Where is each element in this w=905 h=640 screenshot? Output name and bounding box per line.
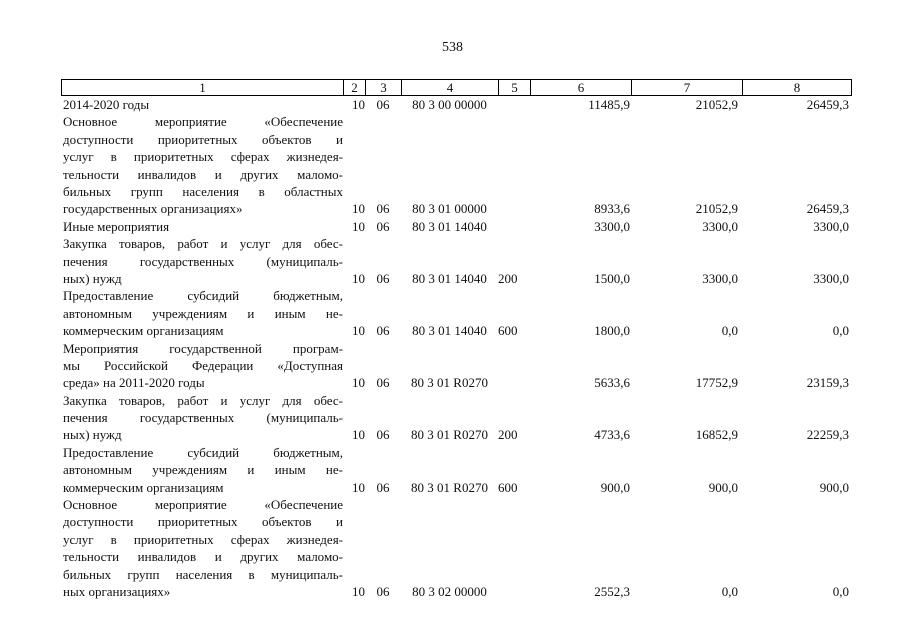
amount-col-8: 26459,3 bbox=[806, 97, 849, 112]
amount-col-8: 23159,3 bbox=[806, 375, 849, 391]
row-name bbox=[61, 496, 343, 600]
column-header-7: 7 bbox=[632, 80, 743, 96]
amount-col-6: 2552,3 bbox=[594, 583, 630, 599]
subsection-code: 06 bbox=[376, 323, 390, 339]
row-name-line: коммерческим организациям bbox=[63, 479, 224, 495]
row-name-line: печения государственных (муниципаль- bbox=[63, 253, 343, 269]
row-name-line: мы Российской Федерации «Доступная bbox=[63, 357, 343, 373]
expense-type-code: 200 bbox=[498, 427, 518, 443]
amount-col-7: 21052,9 bbox=[695, 201, 738, 217]
amount-col-6: 3300,0 bbox=[594, 218, 630, 234]
row-name-line: доступности приоритетных объектов и bbox=[63, 131, 343, 147]
amount-col-6: 1800,0 bbox=[594, 323, 630, 339]
amount-col-7: 16852,9 bbox=[695, 427, 738, 443]
row-name-line: Предоставление субсидий бюджетным, bbox=[63, 444, 343, 460]
amount-col-8: 22259,3 bbox=[806, 427, 849, 443]
column-header-5: 5 bbox=[499, 80, 531, 96]
amount-col-6: 900,0 bbox=[600, 479, 630, 495]
target-article-code: 80 3 01 00000 bbox=[412, 201, 487, 217]
row-name-line: Иные мероприятия bbox=[63, 218, 170, 234]
section-code: 10 bbox=[352, 427, 365, 443]
section-code: 10 bbox=[352, 270, 365, 286]
table-row bbox=[61, 113, 851, 217]
amount-col-8: 3300,0 bbox=[813, 270, 849, 286]
column-header-1: 1 bbox=[62, 80, 344, 96]
row-name bbox=[61, 392, 343, 444]
amount-col-8: 900,0 bbox=[819, 479, 849, 495]
subsection-code: 06 bbox=[376, 97, 390, 112]
amount-col-6: 5633,6 bbox=[594, 375, 630, 391]
subsection-code: 06 bbox=[376, 375, 390, 391]
row-name bbox=[61, 235, 343, 287]
amount-col-7: 0,0 bbox=[721, 583, 738, 599]
column-header-8: 8 bbox=[743, 80, 852, 96]
subsection-code: 06 bbox=[376, 270, 390, 286]
target-article-code: 80 3 00 00000 bbox=[412, 97, 487, 112]
section-code: 10 bbox=[352, 323, 365, 339]
subsection-code: 06 bbox=[376, 201, 390, 217]
row-name-line: бильных групп населения в муниципаль- bbox=[63, 566, 343, 582]
section-code: 10 bbox=[352, 218, 365, 234]
subsection-code: 06 bbox=[376, 583, 390, 599]
amount-col-7: 3300,0 bbox=[702, 270, 738, 286]
target-article-code: 80 3 01 R0270 bbox=[411, 427, 488, 443]
row-name-line: доступности приоритетных объектов и bbox=[63, 514, 343, 530]
row-name-line: Мероприятия государственной програм- bbox=[63, 340, 343, 356]
amount-col-6: 11485,9 bbox=[588, 97, 630, 112]
row-name-line: тельности инвалидов и других маломо- bbox=[63, 166, 343, 182]
amount-col-6: 4733,6 bbox=[594, 427, 630, 443]
target-article-code: 80 3 01 R0270 bbox=[411, 375, 488, 391]
row-name bbox=[61, 444, 343, 496]
amount-col-7: 17752,9 bbox=[695, 375, 738, 391]
column-header-4: 4 bbox=[402, 80, 499, 96]
amount-col-7: 3300,0 bbox=[702, 218, 738, 234]
expense-type-code bbox=[498, 496, 530, 600]
row-name bbox=[61, 96, 343, 113]
table-row bbox=[61, 496, 851, 600]
table-row bbox=[61, 96, 851, 113]
row-name-line: ных) нужд bbox=[63, 427, 122, 443]
table-row bbox=[61, 444, 851, 496]
expense-type-code bbox=[498, 340, 530, 392]
row-name-line: услуг в приоритетных сферах жизнедея- bbox=[63, 149, 343, 165]
row-name bbox=[61, 218, 343, 235]
row-name bbox=[61, 287, 343, 339]
amount-col-8: 0,0 bbox=[832, 583, 849, 599]
section-code: 10 bbox=[352, 201, 365, 217]
amount-col-7: 0,0 bbox=[721, 323, 738, 339]
section-code: 10 bbox=[352, 97, 365, 112]
target-article-code: 80 3 01 14040 bbox=[412, 323, 487, 339]
expense-type-code bbox=[498, 113, 530, 217]
table-row bbox=[61, 218, 851, 235]
section-code: 10 bbox=[352, 583, 365, 599]
table-header bbox=[61, 79, 852, 96]
table-row bbox=[61, 287, 851, 339]
row-name-line: ных организациях» bbox=[63, 583, 171, 599]
budget-table-body bbox=[61, 96, 851, 600]
row-name-line: среда» на 2011-2020 годы bbox=[63, 375, 205, 391]
subsection-code: 06 bbox=[376, 479, 390, 495]
expense-type-code: 200 bbox=[498, 270, 518, 286]
row-name-line: Предоставление субсидий бюджетным, bbox=[63, 288, 343, 304]
budget-table bbox=[61, 96, 851, 600]
row-name-line: коммерческим организациям bbox=[63, 323, 224, 339]
amount-col-8: 3300,0 bbox=[813, 218, 849, 234]
row-name-line: Основное мероприятие «Обеспечение bbox=[63, 114, 343, 130]
row-name-line: ных) нужд bbox=[63, 270, 122, 286]
row-name-line: 2014-2020 годы bbox=[63, 97, 150, 112]
column-header-6: 6 bbox=[531, 80, 632, 96]
row-name-line: автономным учреждениям и иным не- bbox=[63, 305, 343, 321]
row-name-line: Основное мероприятие «Обеспечение bbox=[63, 497, 343, 513]
page-number: 538 bbox=[442, 40, 463, 55]
expense-type-code bbox=[498, 218, 530, 235]
row-name-line: тельности инвалидов и других маломо- bbox=[63, 549, 343, 565]
table-row bbox=[61, 235, 851, 287]
subsection-code: 06 bbox=[376, 427, 390, 443]
row-name-line: Закупка товаров, работ и услуг для обес- bbox=[63, 392, 343, 408]
row-name-line: бильных групп населения в областных bbox=[63, 183, 343, 199]
target-article-code: 80 3 01 R0270 bbox=[411, 479, 488, 495]
column-header-2: 2 bbox=[344, 80, 366, 96]
expense-type-code: 600 bbox=[498, 479, 518, 495]
expense-type-code bbox=[498, 96, 530, 113]
amount-col-7: 21052,9 bbox=[695, 97, 738, 112]
row-name-line: услуг в приоритетных сферах жизнедея- bbox=[63, 531, 343, 547]
amount-col-8: 26459,3 bbox=[806, 201, 849, 217]
row-name-line: автономным учреждениям и иным не- bbox=[63, 462, 343, 478]
column-number-row bbox=[62, 80, 852, 96]
row-name bbox=[61, 340, 343, 392]
section-code: 10 bbox=[352, 375, 365, 391]
column-header-3: 3 bbox=[366, 80, 402, 96]
row-name bbox=[61, 113, 343, 217]
table-row bbox=[61, 340, 851, 392]
table-row bbox=[61, 392, 851, 444]
target-article-code: 80 3 02 00000 bbox=[412, 583, 487, 599]
row-name-line: печения государственных (муниципаль- bbox=[63, 410, 343, 426]
amount-col-7: 900,0 bbox=[708, 479, 738, 495]
amount-col-8: 0,0 bbox=[832, 323, 849, 339]
target-article-code: 80 3 01 14040 bbox=[412, 270, 487, 286]
expense-type-code: 600 bbox=[498, 323, 518, 339]
row-name-line: Закупка товаров, работ и услуг для обес- bbox=[63, 236, 343, 252]
section-code: 10 bbox=[352, 479, 365, 495]
amount-col-6: 8933,6 bbox=[594, 201, 630, 217]
subsection-code: 06 bbox=[376, 218, 390, 234]
row-name-line: государственных организациях» bbox=[63, 201, 243, 217]
target-article-code: 80 3 01 14040 bbox=[412, 218, 487, 234]
amount-col-6: 1500,0 bbox=[594, 270, 630, 286]
